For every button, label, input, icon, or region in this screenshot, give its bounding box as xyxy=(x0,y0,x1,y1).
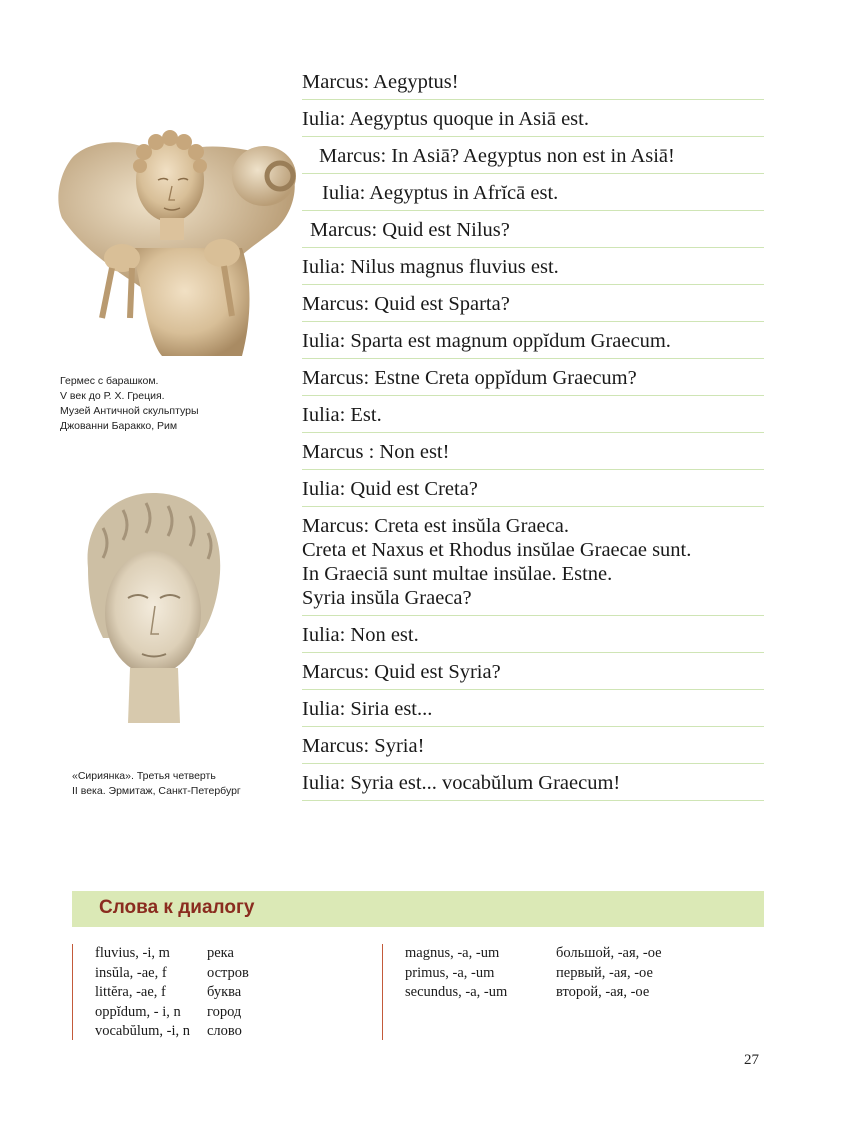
dialogue-text: Marcus: Quid est Sparta? xyxy=(302,293,510,315)
dialogue-line xyxy=(302,100,764,137)
latin-word: vocabŭlum, -i, n xyxy=(95,1023,191,1039)
vocabulary-entry xyxy=(73,1003,372,1023)
dialogue-text: Marcus: Quid est Syria? xyxy=(302,661,501,683)
dialogue-text: Marcus: Syria! xyxy=(302,735,425,757)
latin-word: fluvius, -i, m xyxy=(95,945,170,961)
latin-word: secundus, -a, -um xyxy=(405,984,508,1000)
russian-translation: город xyxy=(207,1003,242,1020)
caption-line: II века. Эрмитаж, Санкт-Петербург xyxy=(72,785,241,797)
latin-word: oppĭdum, - i, n xyxy=(95,1003,181,1020)
caption-line: Джованни Баракко, Рим xyxy=(60,420,178,432)
dialogue-line xyxy=(302,63,764,100)
dialogue-text: Marcus: Aegyptus! xyxy=(302,71,459,93)
dialogue-line xyxy=(302,616,764,653)
vocabulary-entry xyxy=(73,964,372,984)
russian-translation: второй, -ая, -ое xyxy=(556,984,650,1000)
vocabulary-entry xyxy=(383,944,762,964)
syrian-bust-image xyxy=(68,488,233,738)
dialogue-text: Iulia: Est. xyxy=(302,404,382,426)
dialogue xyxy=(302,63,764,801)
hermes-statue-image xyxy=(52,118,304,358)
dialogue-line xyxy=(302,248,764,285)
caption-line: V век до Р. Х. Греция. xyxy=(60,390,165,402)
vocabulary-list-right xyxy=(382,944,762,1040)
dialogue-text: Iulia: Sparta est magnum oppĭdum Graecum. xyxy=(302,330,671,352)
latin-word: insŭla, -ae, f xyxy=(95,964,167,981)
dialogue-line xyxy=(302,174,764,211)
caption-line: Музей Античной скульптуры xyxy=(60,405,199,417)
dialogue-text: Iulia: Nilus magnus fluvius est. xyxy=(302,256,559,278)
dialogue-text: Marcus : Non est! xyxy=(302,441,450,463)
dialogue-text: Marcus: In Asiā? Aegyptus non est in Asiā! xyxy=(319,145,675,167)
latin-word: primus, -a, -um xyxy=(405,964,495,981)
russian-translation: река xyxy=(207,945,234,961)
dialogue-text: Iulia: Quid est Creta? xyxy=(302,478,478,500)
dialogue-text: Iulia: Siria est... xyxy=(302,698,433,720)
caption-line: «Сириянка». Третья четверть xyxy=(72,770,216,782)
dialogue-line xyxy=(302,470,764,507)
dialogue-text: In Graeciā sunt multae insŭlae. Estne. xyxy=(302,563,613,585)
dialogue-line xyxy=(302,285,764,322)
vocabulary-title: Слова к диалогу xyxy=(99,897,255,918)
dialogue-line xyxy=(302,433,764,470)
syrian-caption xyxy=(72,769,302,799)
dialogue-line xyxy=(302,507,764,616)
russian-translation: слово xyxy=(207,1023,242,1039)
dialogue-text: Marcus: Creta est insŭla Graeca. xyxy=(302,515,569,537)
vocabulary-entry xyxy=(383,964,762,984)
vocabulary-entry xyxy=(73,1022,372,1042)
dialogue-line xyxy=(302,690,764,727)
vocabulary-list-left xyxy=(72,944,372,1040)
vocabulary-entry xyxy=(73,983,372,1003)
vocabulary-header xyxy=(72,891,764,927)
dialogue-text: Creta et Naxus et Rhodus insŭlae Graecae sunt. xyxy=(302,539,692,561)
dialogue-line xyxy=(302,764,764,801)
dialogue-text: Syria insŭla Graeca? xyxy=(302,587,472,609)
dialogue-text: Iulia: Aegyptus in Afrĭcā est. xyxy=(322,182,559,204)
dialogue-text: Iulia: Aegyptus quoque in Asiā est. xyxy=(302,108,589,130)
caption-line: Гермес с барашком. xyxy=(60,375,159,387)
hermes-caption xyxy=(60,374,290,434)
vocabulary-entry xyxy=(383,983,762,1003)
dialogue-line xyxy=(302,396,764,433)
latin-word: magnus, -a, -um xyxy=(405,945,500,961)
russian-translation: буква xyxy=(207,984,242,1000)
dialogue-line xyxy=(302,322,764,359)
russian-translation: большой, -ая, -ое xyxy=(556,945,662,961)
russian-translation: первый, -ая, -ое xyxy=(556,964,653,981)
latin-word: littĕra, -ae, f xyxy=(95,984,166,1000)
dialogue-text: Marcus: Estne Creta oppĭdum Graecum? xyxy=(302,367,637,389)
dialogue-text: Iulia: Non est. xyxy=(302,624,419,646)
dialogue-text: Iulia: Syria est... vocabŭlum Graecum! xyxy=(302,772,621,794)
dialogue-text: Marcus: Quid est Nilus? xyxy=(310,219,510,241)
dialogue-line xyxy=(302,359,764,396)
dialogue-line xyxy=(302,211,764,248)
russian-translation: остров xyxy=(207,964,249,981)
dialogue-line xyxy=(302,137,764,174)
dialogue-line xyxy=(302,653,764,690)
dialogue-line xyxy=(302,727,764,764)
page-number: 27 xyxy=(744,1052,759,1068)
vocabulary-entry xyxy=(73,944,372,964)
